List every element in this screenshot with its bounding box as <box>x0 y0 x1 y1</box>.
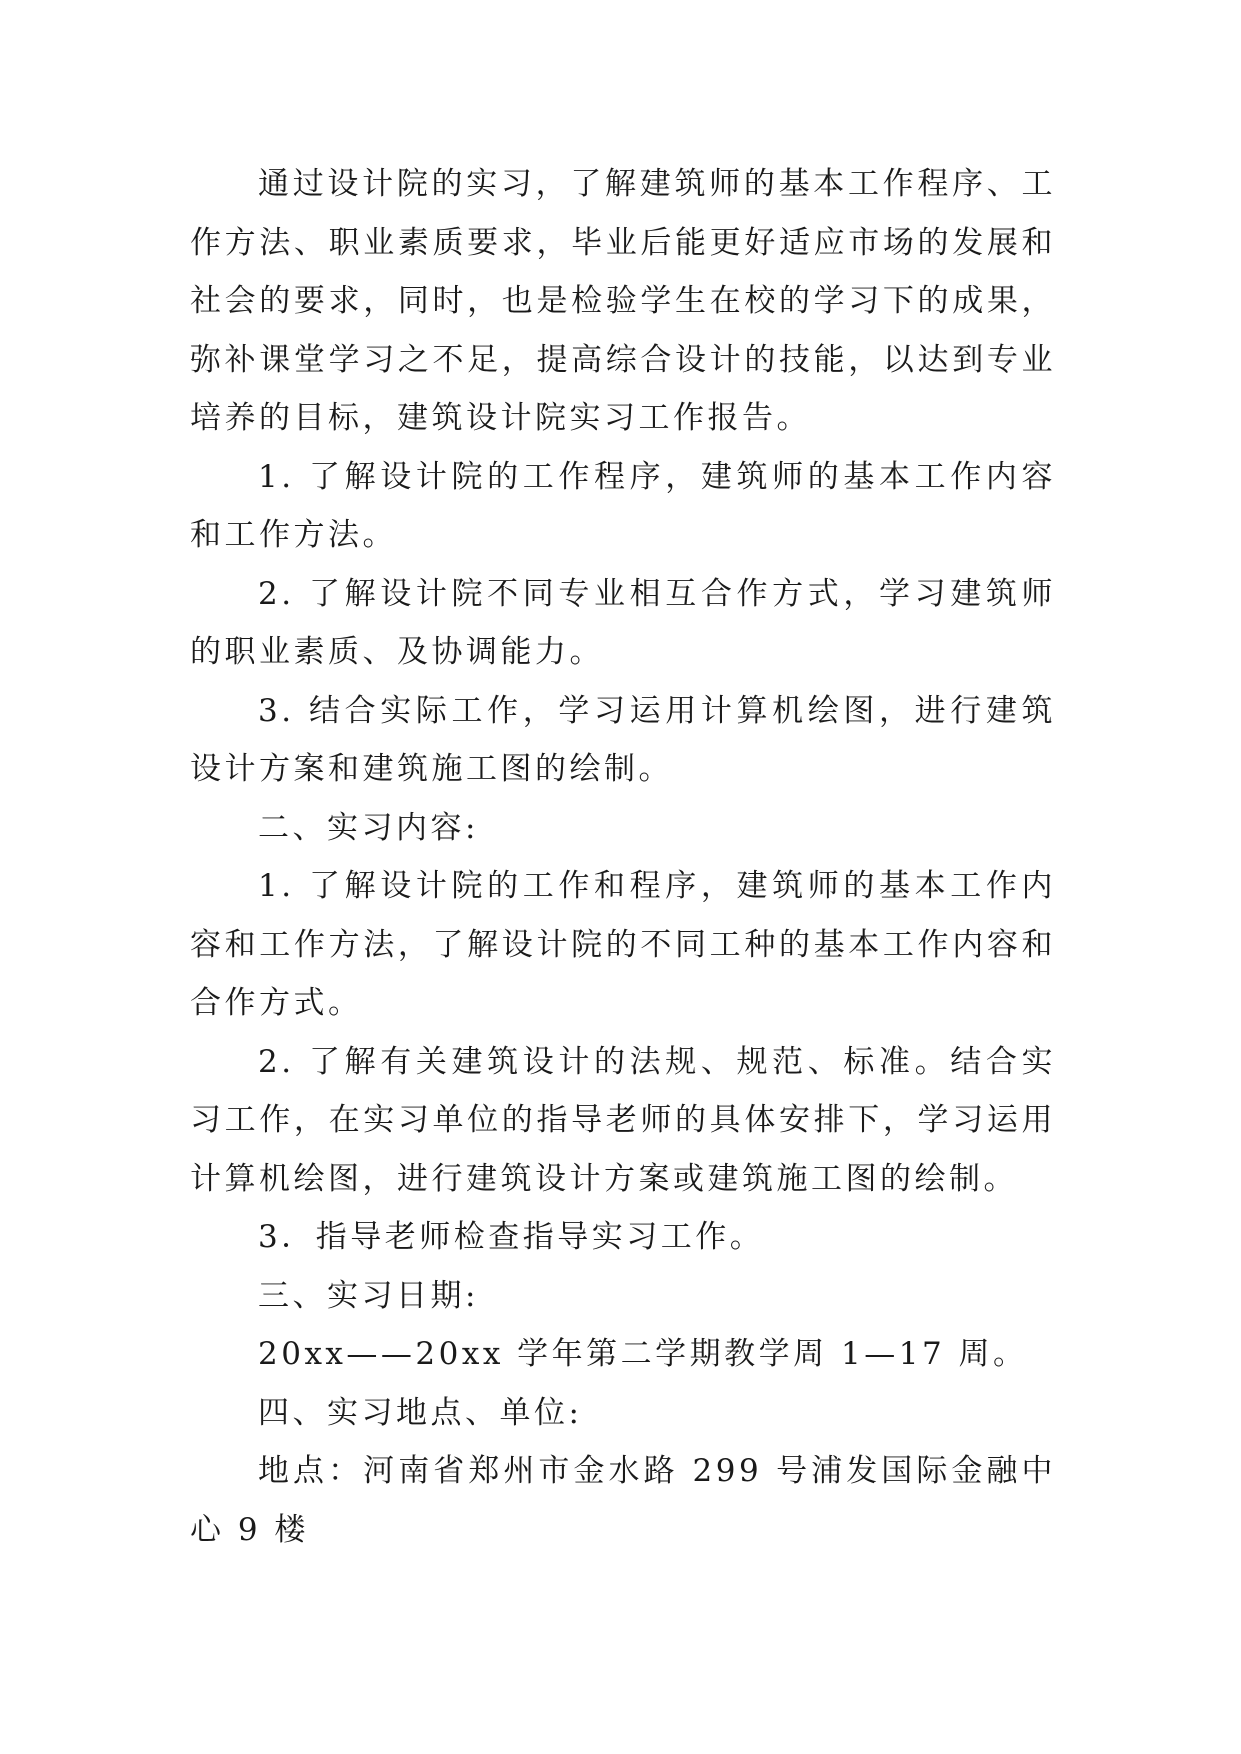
content-item-2: 2. 了解有关建筑设计的法规、规范、标准。结合实习工作，在实习单位的指导老师的具体安排下，学习运用计算机绘图，进行建筑设计方案或建筑施工图的绘制。 <box>190 1043 1056 1197</box>
location-paragraph: 地点：河南省郑州市金水路 299 号浦发国际金融中心 9 楼 <box>190 1453 1056 1548</box>
section-heading-date: 三、实习日期: <box>258 1277 479 1314</box>
document-body <box>190 155 1056 1559</box>
section-heading-location: 四、实习地点、单位: <box>258 1394 583 1431</box>
objective-item-1: 1. 了解设计院的工作程序，建筑师的基本工作内容和工作方法。 <box>190 458 1056 553</box>
objective-item-3: 3. 结合实际工作，学习运用计算机绘图，进行建筑设计方案和建筑施工图的绘制。 <box>190 692 1056 787</box>
objective-item-2: 2. 了解设计院不同专业相互合作方式，学习建筑师的职业素质、及协调能力。 <box>190 575 1056 670</box>
intro-paragraph: 通过设计院的实习，了解建筑师的基本工作程序、工作方法、职业素质要求，毕业后能更好适应市场的发展和社会的要求，同时，也是检验学生在校的学习下的成果，弥补课堂学习之不足，提高综合设计的技能，以达到专业培养的目标，建筑设计院实习工作报告。 <box>190 166 1056 436</box>
date-paragraph: 20xx——20xx 学年第二学期教学周 1—17 周。 <box>258 1336 1028 1372</box>
content-item-3: 3．指导老师检查指导实习工作。 <box>258 1219 765 1255</box>
content-item-1: 1. 了解设计院的工作和程序，建筑师的基本工作内容和工作方法，了解设计院的不同工种的基本工作内容和合作方式。 <box>190 868 1056 1021</box>
section-heading-content: 二、实习内容: <box>258 809 479 846</box>
